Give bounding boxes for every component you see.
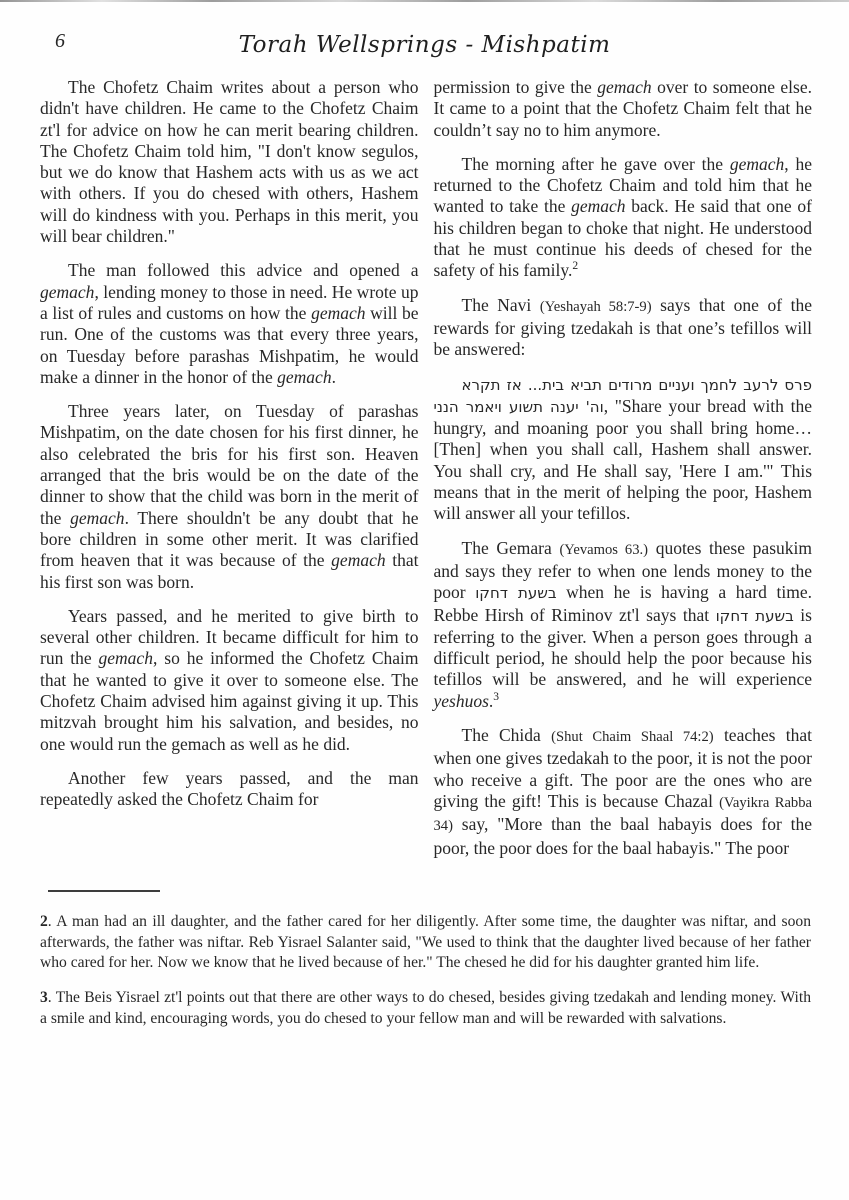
- body-paragraph-hebrew-quote: פרס לרעב לחמך ועניים מרודים תביא בית... אז תקרא וה' יענה תשוע ויאמר הנני, "Share your bread with the hungry, and moaning poor you shall bring home… [Then] when you shall call, Hashem shall answer. You shall cry, and He shall say, 'Here I am.'" This means that in the merit of helping the poor, Hashem will answer all your tefillos.: [433, 375, 813, 524]
- page-title: Torah Wellsprings - Mishpatim: [238, 32, 611, 58]
- body-paragraph: The man followed this advice and opened a gemach, lending money to those in need. He wrote up a list of rules and customs on how the gemach will be run. One of the customs was that every three years, on Tuesday before parashas Mishpatim, he would make a dinner in the honor of the gemach.: [40, 260, 419, 387]
- body-paragraph: The morning after he gave over the gemach, he returned to the Chofetz Chaim and told him that he wanted to take the gemach back. He said that one of his children began to choke that night. He understood that he must continue his deeds of chesed for the safety of his family.$^2$: [433, 153, 812, 281]
- page-number: 6: [55, 30, 65, 52]
- body-paragraph: The Chida (Shut Chaim Shaal 74:2) teaches that when one gives tzedakah to the poor, it is not the poor who receive a gift. The poor are the ones who are giving the gift! This is because Chazal (Vayikra Rabba 34) say, "More than the baal habayis does for the poor, the poor does for the baal habayis." The poor: [433, 725, 812, 858]
- footnote-3: 3. The Beis Yisrael zt'l points out that there are other ways to do chesed, besides giving tzedakah and lending money. With a smile and kind, encouraging words, you do chesed to your fellow man and will be rewarded with salvations.: [40, 989, 811, 1027]
- right-column: [434, 77, 813, 872]
- page-header: [0, 0, 849, 66]
- body-paragraph: Another few years passed, and the man repeatedly asked the Chofetz Chaim for: [40, 767, 419, 810]
- footnotes-section: [0, 912, 849, 1030]
- footnote-2: 2. A man had an ill daughter, and the father cared for her diligently. After some time, the daughter was niftar, and soon afterwards, the father was niftar. Reb Yisrael Salanter said, "We used to think that the daughter lived because of her father who cared for her. Now we know that he lived because of her." The chesed he did for his daughter granted him life.: [40, 912, 811, 972]
- body-paragraph: The Navi (Yeshayah 58:7-9) says that one of the rewards for giving tzedakah is that one’s tefillos will be answered:: [433, 294, 812, 360]
- two-column-body: [0, 77, 849, 872]
- body-paragraph: permission to give the gemach over to someone else. It came to a point that the Chofetz Chaim felt that he couldn’t say no to him anymore.: [433, 77, 812, 140]
- footnote-separator: [48, 890, 160, 892]
- left-column: [40, 77, 419, 872]
- body-paragraph: The Gemara (Yevamos 63.) quotes these pasukim and says they refer to when one lends money to the poor בשעת דחקו when he is having a hard time. Rebbe Hirsh of Riminov zt'l says that בשעת דחקו is referring to the giver. When a person goes through a difficult period, he should help the poor because his tefillos will be answered, and he will experience yeshuos.$^3$: [433, 537, 812, 711]
- body-paragraph: Years passed, and he merited to give birth to several other children. It became difficult for him to run the gemach, so he informed the Chofetz Chaim that he wanted to give it over to someone else. The Chofetz Chaim advised him against giving it up. This mitzvah brought him his salvation, and besides, no one would run the gemach as well as he did.: [40, 605, 419, 754]
- body-paragraph: Three years later, on Tuesday of parashas Mishpatim, on the date chosen for his first dinner, he also celebrated the bris for his first son. Heaven arranged that the bris would be on the date of the dinner to show that the child was born in the merit of the gemach. There shouldn't be any doubt that he bore children in some other merit. It was clarified from heaven that it was because of the gemach that his first son was born.: [40, 401, 419, 592]
- body-paragraph: The Chofetz Chaim writes about a person who didn't have children. He came to the Chofetz Chaim zt'l for advice on how he can merit bearing children. The Chofetz Chaim told him, "I don't know segulos, but we do know that Hashem acts with us as we act with others. If you do chesed with others, Hashem will do kindness with you. Perhaps in this merit, you will bear children.": [40, 77, 419, 247]
